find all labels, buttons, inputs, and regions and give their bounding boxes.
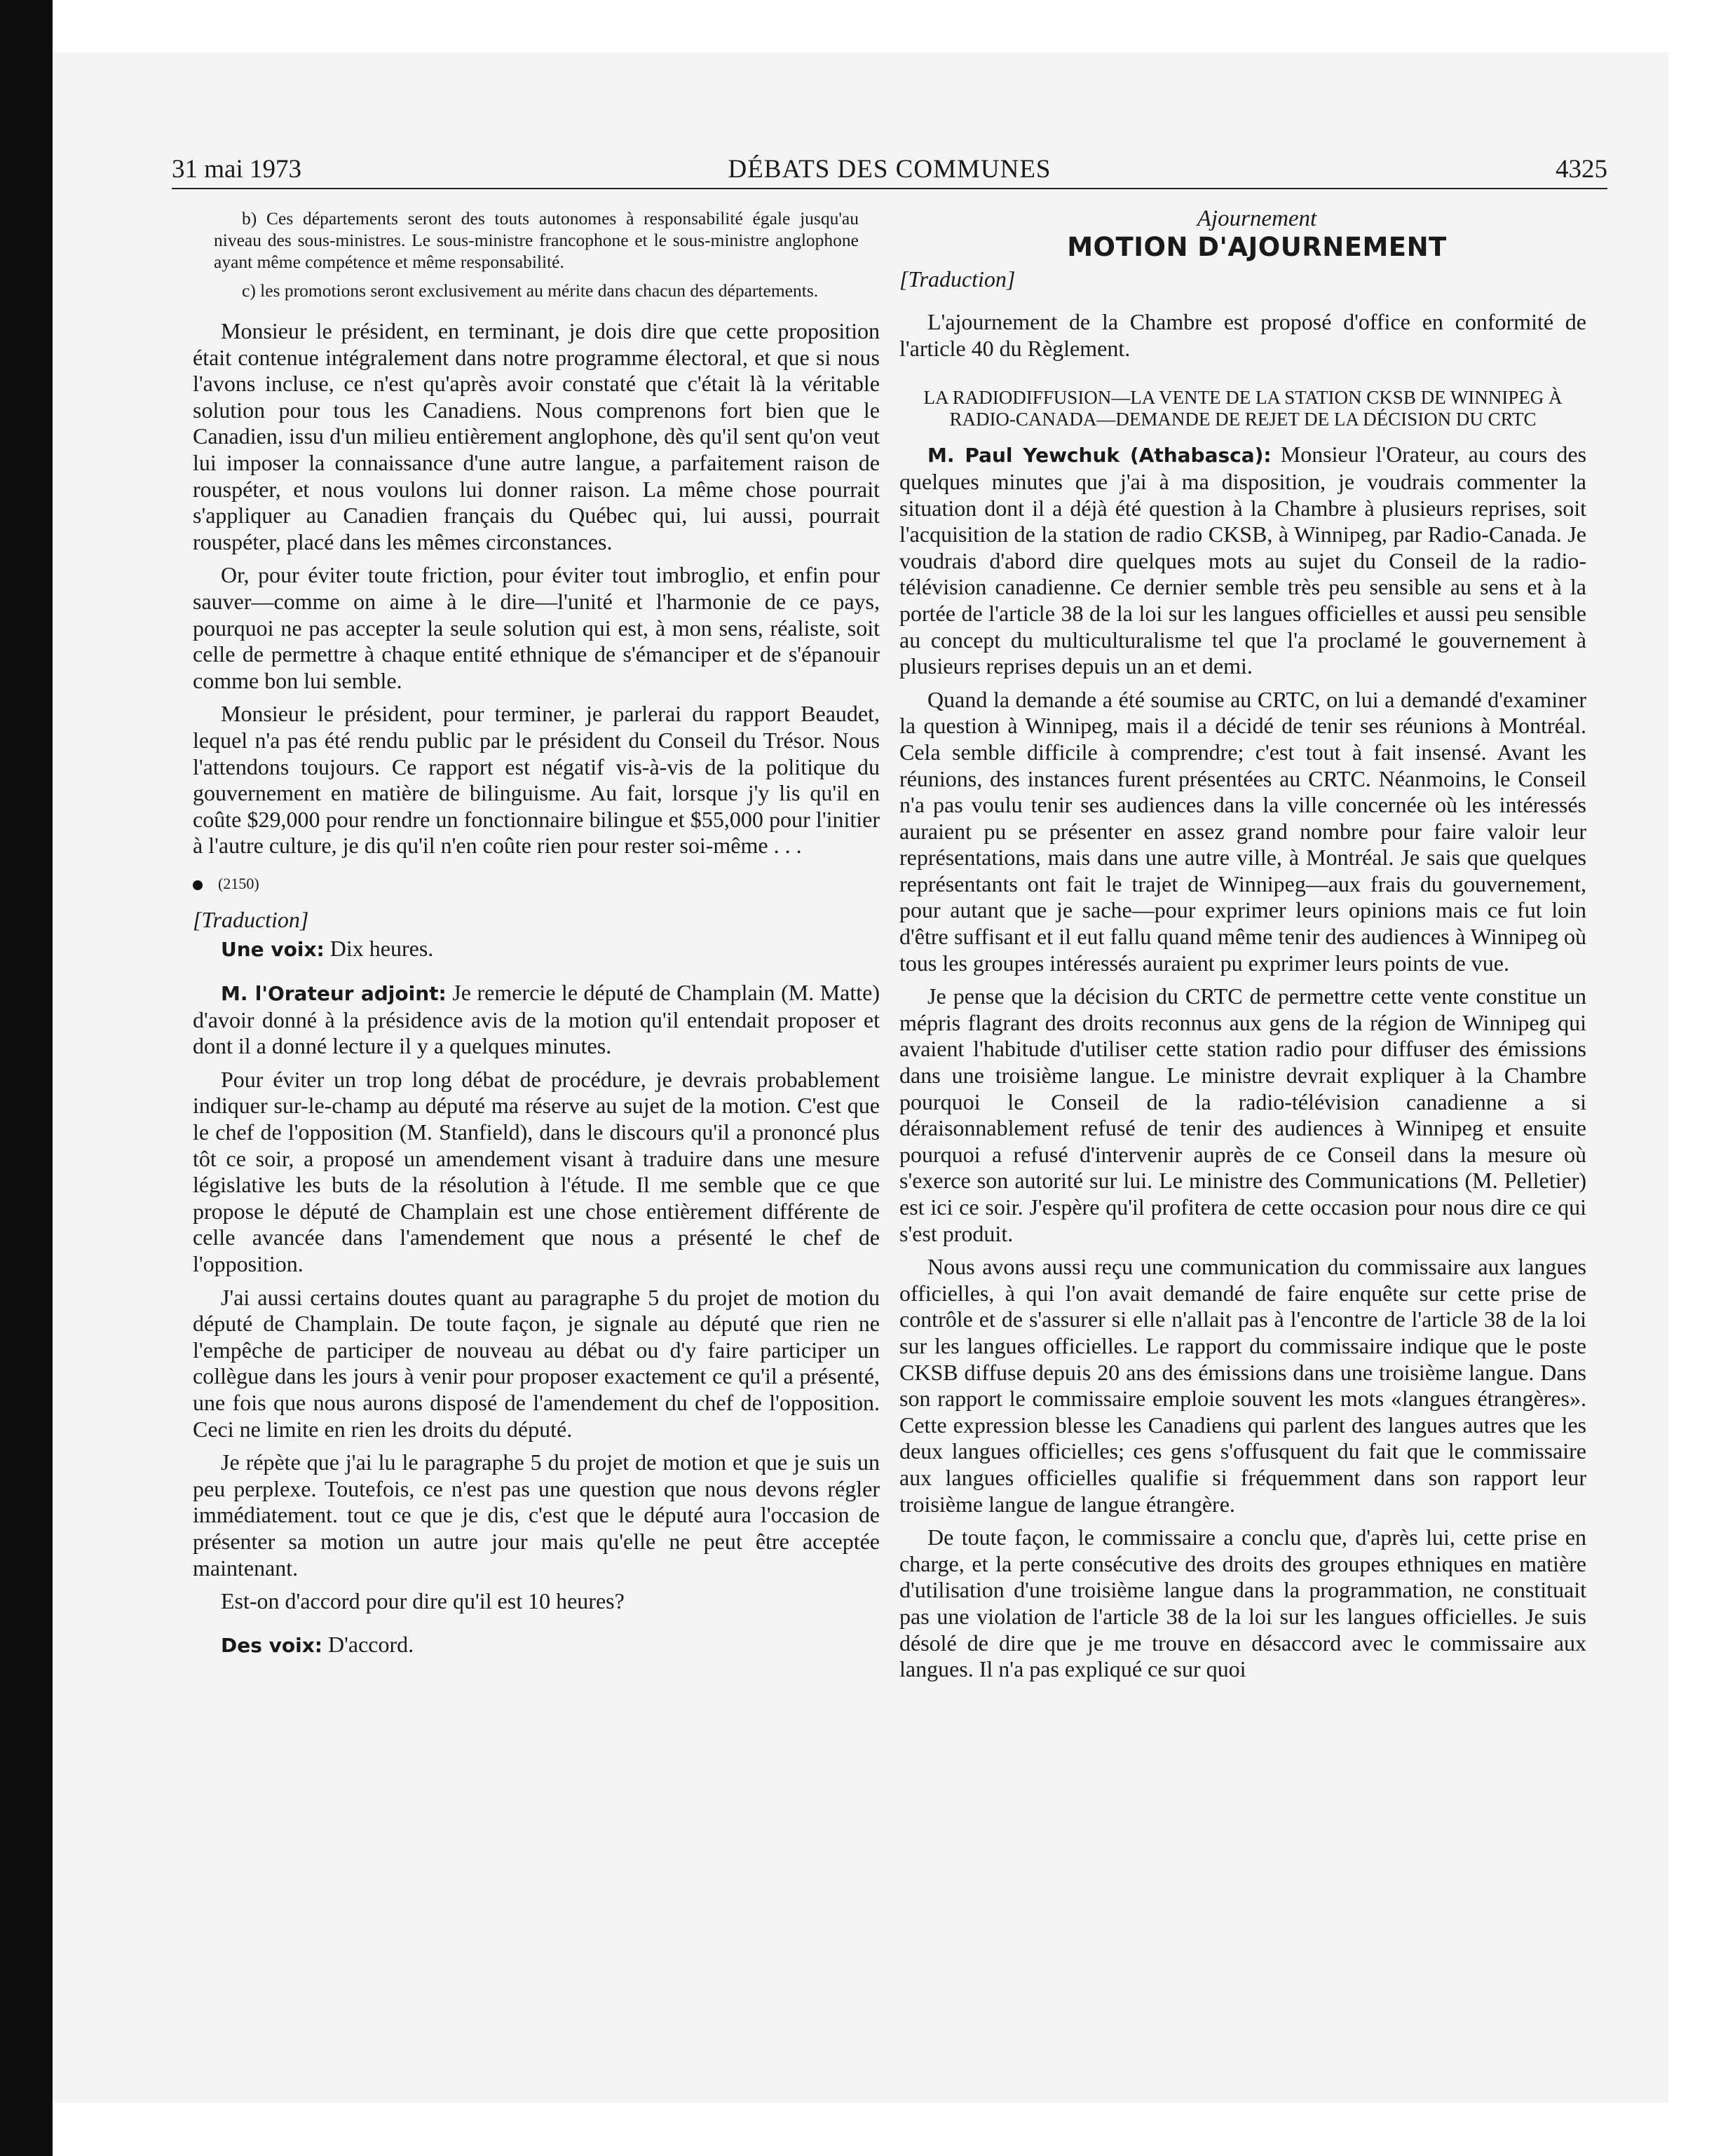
speech-text: Dix heures. [329,936,434,962]
paragraph: Pour éviter un trop long débat de procédure, je devrais probablement indiquer sur-le-champ au député ma réserve au sujet de la motion. C'est que le chef de l'opposition (M. Stanfield), dans le discours qu'il a prononcé plus tôt ce soir, a proposé un amendement visant à traduire dans une mesure législative les buts de la résolution à l'étude. Il me semble que ce que propose le député de Champlain est une chose entièrement différente de celle avancée dans l'amendement que nous a présenté le chef de l'opposition. [193,1066,880,1276]
translation-note: [Traduction] [193,906,309,932]
right-column [899,205,1586,1690]
speech-text: D'accord. [328,1631,414,1657]
speech-text: Je remercie le député de Champlain (M. Matte) d'avoir donné à la présidence avis de la motion qu'il entendait proposer et dont il a donné lecture il y a quelques minutes. [193,980,880,1059]
running-header [172,154,1607,189]
speech [193,980,880,1060]
paragraph: Or, pour éviter toute friction, pour éviter tout imbroglio, et enfin pour sauver—comme on aime à le dire—l'unité et l'harmonie de ce pays, pourquoi ne pas accepter la seule solution qui est, à mon sens, réaliste, soit celle de permettre à chaque entité ethnique de s'émanciper et de s'épanouir comme bon lui semble. [193,562,880,693]
list-item-c: c) les promotions seront exclusivement au mérite dans chacun des départements. [242,280,819,301]
header-date: 31 mai 1973 [172,155,301,184]
speech [899,442,1586,679]
paragraph: J'ai aussi certains doutes quant au paragraphe 5 du projet de motion du député de Champlain. De toute façon, je signale au député que rien ne l'empêche de participer de nouveau au débat ou d'y faire participer un collègue dans les jours à venir pour proposer exactement ce qu'il a présenté, une fois que nous aurons disposé de l'amendement du chef de l'opposition. Ceci ne limite en rien les droits du député. [193,1284,880,1442]
speaker-name: Une voix: [221,938,325,962]
paragraph: Est-on d'accord pour dire qu'il est 10 heures? [221,1588,625,1614]
paragraph: Quand la demande a été soumise au CRTC, on lui a demandé d'examiner la question à Winnipeg, mais il a décidé de tenir ses réunions à Montréal. Cela semble difficile à comprendre; c'est tout à fait insensé. Avant les réunions, des instances furent présentées au CRTC. Néanmoins, le Conseil n'a pas voulu tenir ses audiences dans la ville concernée où les intéressés auraient pu se présenter en assez grand nombre pour faire valoir leur représentations, mais dans une autre ville, à Montréal. Je sais que quelques représentants ont fait le trajet de Winnipeg—aux frais du gouvernement, pour autant que je sache—pour exprimer leurs opinions mais ce fut loin d'être suffisant et il eut fallu quand même tenir des audiences à Winnipeg où tous les groupes intéressés auraient pu exprimer leurs points de vue. [899,686,1586,976]
paragraph: De toute façon, le commissaire a conclu que, d'après lui, cette prise en charge, et la perte consécutive des droits des groupes ethniques en matière d'utilisation d'une troisième langue dans la programmation, ne constituait pas une violation de l'article 38 de la loi sur les langues officielles. Je suis désolé de dire que je me trouve en désaccord avec le commissaire aux langues. Il n'a pas expliqué ce sur quoi [899,1524,1586,1682]
time-marker [193,873,880,894]
speech [193,936,880,963]
list-item-b: b) Ces départements seront des touts autonomes à responsabilité égale jusqu'au niveau des sous-ministres. Le sous-ministre francophone et le sous-ministre anglophone ayant même compétence et même responsabilité. [214,208,859,272]
scan-border [0,0,53,2156]
speaker-name: M. Paul Yewchuk (Athabasca): [927,444,1272,468]
speaker-name: M. l'Orateur adjoint: [221,982,447,1006]
paragraph: L'ajournement de la Chambre est proposé d'office en conformité de l'article 40 du Règlement. [899,309,1586,361]
speech-text: Monsieur l'Orateur, au cours des quelques minutes que j'ai à ma disposition, je voudrais commenter la situation dont il a déjà été question à la Chambre à plusieurs reprises, soit l'acquisition de la station de radio CKSB, à Winnipeg, par Radio-Canada. Je voudrais d'abord dire quelques mots au sujet du Conseil de la radio-télévision canadienne. Ce dernier semble très peu sensible au sens et à la portée de l'article 38 de la loi sur les langues officielles et aussi peu sensible au concept du multiculturalisme tel que l'a proclamé le gouvernement à plusieurs reprises depuis un an et demi. [899,442,1587,679]
paragraph: Je pense que la décision du CRTC de permettre cette vente constitue un mépris flagrant des droits reconnus aux gens de la région de Winnipeg qui avaient l'habitude d'utiliser cette station radio pour diffuser des émissions dans une troisième langue. Le ministre devrait expliquer à la Chambre pourquoi le Conseil de la radio-télévision canadienne a si déraisonnablement refusé de tenir des audiences à Winnipeg et ensuite pourquoi a refusé d'intervenir auprès de ce Conseil dans la mesure où s'exerce son autorité sur lui. Le ministre des Communications (M. Pelletier) est ici ce soir. J'espère qu'il profitera de cette occasion pour nous dire ce qui s'est produit. [899,983,1586,1246]
speech [193,1632,880,1659]
left-column [193,207,880,1665]
scan-margin [53,0,1735,53]
section-label: Ajournement [1197,206,1317,231]
section-title: MOTION D'AJOURNEMENT [1067,232,1447,262]
page-number: 4325 [1556,155,1607,184]
paragraph: Monsieur le président, en terminant, je dois dire que cette proposition était contenue intégralement dans notre programme électoral, et que si nous l'avons incluse, ce n'est qu'après avoir constaté que c'était là la véritable solution pour tous les Canadiens. Nous comprenons fort bien que le Canadien, issu d'un milieu entièrement anglophone, dès qu'il sent qu'on veut lui imposer la connaissance d'une autre langue, a parfaitement raison de rouspéter, et nous voulons lui donner raison. La même chose pourrait s'appliquer au Canadien français du Québec qui, lui aussi, pourrait rouspéter, placé dans les mêmes circonstances. [193,318,880,554]
speaker-name: Des voix: [221,1633,322,1657]
translation-note: [Traduction] [899,266,1016,292]
paragraph: Monsieur le président, pour terminer, je parlerai du rapport Beaudet, lequel n'a pas été rendu public par le président du Conseil du Trésor. Nous l'attendons toujours. Ce rapport est négatif vis-à-vis de la politique du gouvernement en matière de bilinguisme. Au fait, lorsque j'y lis qu'il en coûte $29,000 pour rendre un fonctionnaire bilingue et $55,000 pour l'initier à l'autre culture, je dis qu'il n'en coûte rien pour rester soi-même . . . [193,701,880,859]
paragraph: Nous avons aussi reçu une communication du commissaire aux langues officielles, à qui l'on avait demandé de faire enquête sur cette prise de contrôle et de s'assurer si elle n'allait pas à l'encontre de l'article 38 de la loi sur les langues officielles. Le rapport du commissaire indique que le poste CKSB diffuse depuis 20 ans des émissions dans une troisième langue. Dans son rapport le commissaire emploie souvent les mots «langues étrangères». Cette expression blesse les Canadiens qui parlent des langues autres que les deux langues officielles; ces gens s'offusquent du fait que le commissaire aux langues officielles qualifie si fréquemment dans son rapport leur troisième langue de langue étrangère. [899,1254,1586,1517]
bullet-icon [193,880,203,890]
debate-subject: LA RADIODIFFUSION—LA VENTE DE LA STATION CKSB DE WINNIPEG À RADIO-CANADA—DEMANDE DE REJET DE LA DÉCISION DU CRTC [923,387,1563,430]
header-title: DÉBATS DES COMMUNES [728,155,1052,184]
time-marker-text: (2150) [218,874,259,892]
paragraph: Je répète que j'ai lu le paragraphe 5 du projet de motion et que je suis un peu perplexe. Toutefois, ce n'est pas une question que nous devons régler immédiatement. tout ce que je dis, c'est que le député aura l'occasion de présenter sa motion un autre jour mais qu'elle ne peut être acceptée maintenant. [193,1449,880,1581]
